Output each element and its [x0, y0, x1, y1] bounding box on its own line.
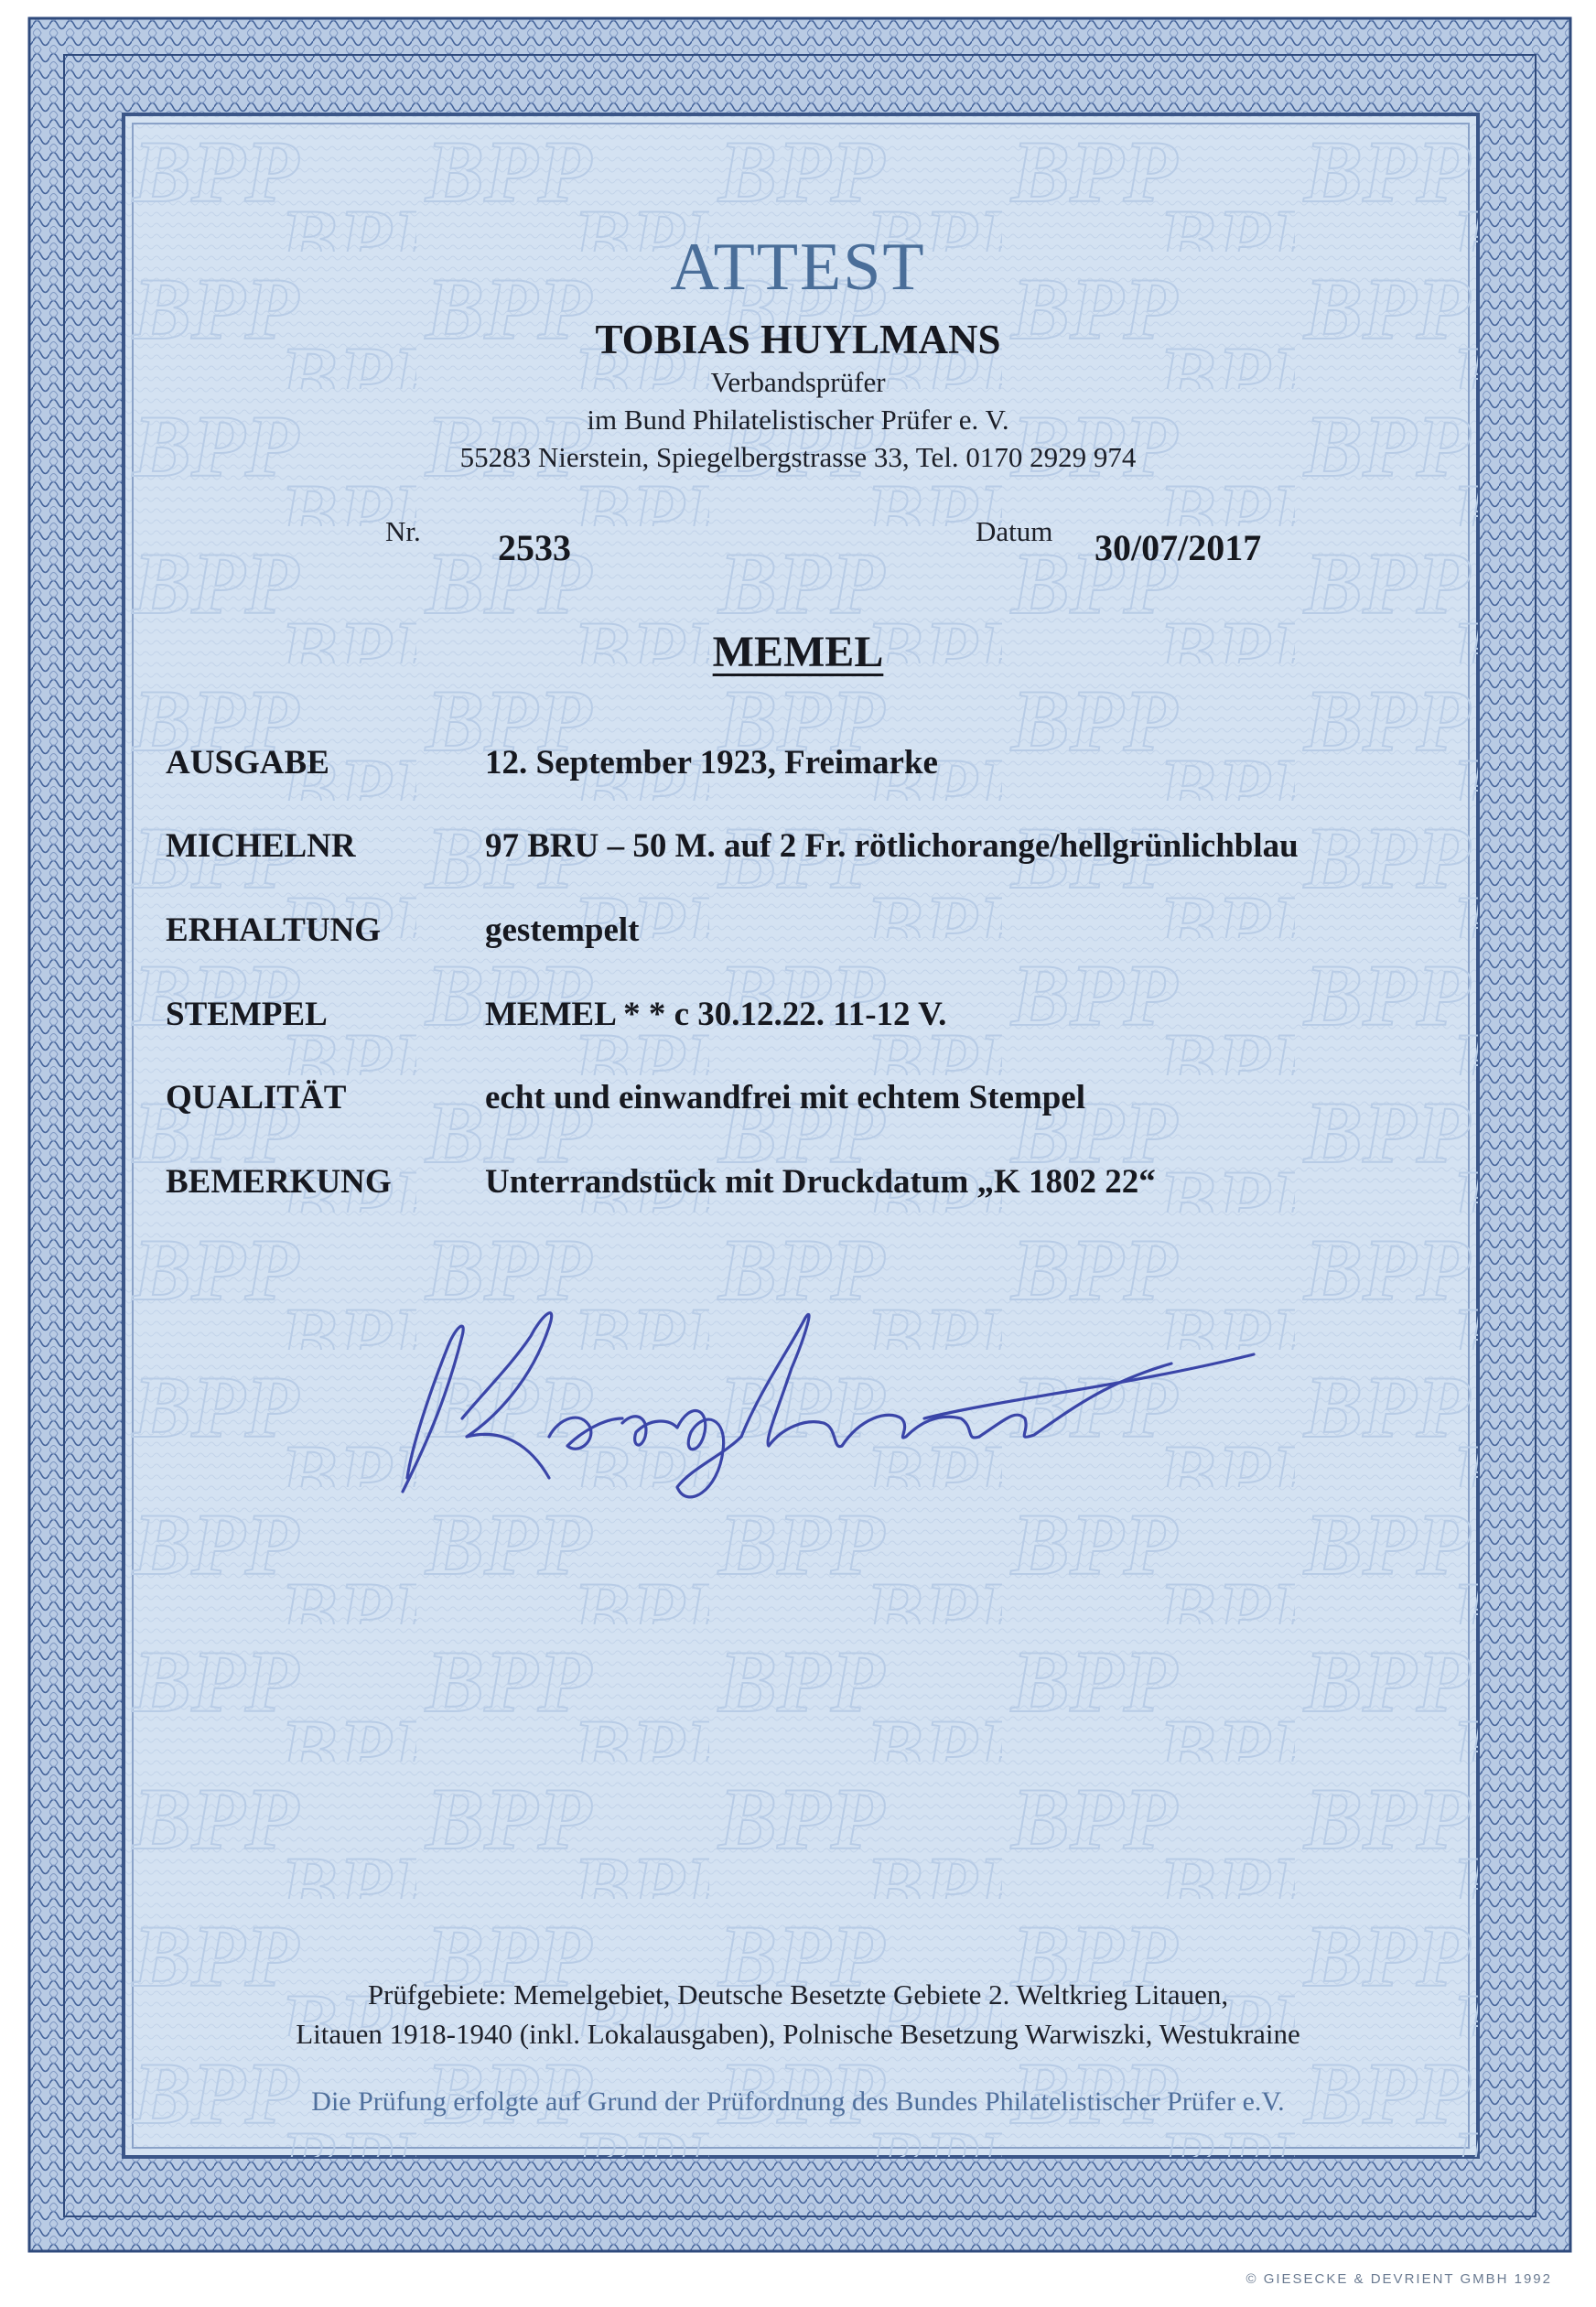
- row-value-ausgabe: 12. September 1923, Freimarke: [485, 744, 938, 782]
- row-label-bemerkung: BEMERKUNG: [166, 1163, 392, 1201]
- footer-line-1: Prüfgebiete: Memelgebiet, Deutsche Besetzte Gebiete 2. Weltkrieg Litauen,: [367, 1978, 1229, 2011]
- row-label-stempel: STEMPEL: [166, 996, 328, 1033]
- row-value-michelnr: 97 BRU – 50 M. auf 2 Fr. rötlichorange/hellgrünlichblau: [485, 827, 1299, 865]
- row-value-bemerkung: Unterrandstück mit Druckdatum „K 1802 22“: [485, 1163, 1156, 1201]
- certificate-title: ATTEST: [670, 230, 926, 305]
- datum-value: 30/07/2017: [1095, 527, 1262, 568]
- examiner-signature: [375, 1281, 1272, 1519]
- examiner-association: im Bund Philatelistischer Prüfer e. V.: [587, 404, 1009, 436]
- nr-value: 2533: [498, 527, 571, 568]
- footer-line-2: Litauen 1918-1940 (inkl. Lokalausgaben), Polnische Besetzung Warwiszki, Westukraine: [296, 2018, 1300, 2050]
- row-label-qualitaet: QUALITÄT: [166, 1079, 347, 1116]
- examiner-name: TOBIAS HUYLMANS: [595, 317, 1001, 362]
- datum-label: Datum: [976, 515, 1053, 547]
- footer-rule-note: Die Prüfung erfolgte auf Grund der Prüfordnung des Bundes Philatelistischer Prüfer e.V.: [311, 2086, 1285, 2117]
- region-title: MEMEL: [712, 628, 884, 676]
- row-label-michelnr: MICHELNR: [166, 827, 356, 865]
- nr-label: Nr.: [385, 515, 421, 547]
- examiner-address: 55283 Nierstein, Spiegelbergstrasse 33, Tel. 0170 2929 974: [459, 441, 1137, 473]
- row-label-erhaltung: ERHALTUNG: [166, 911, 382, 949]
- row-value-qualitaet: echt und einwandfrei mit echtem Stempel: [485, 1079, 1085, 1116]
- row-value-erhaltung: gestempelt: [485, 911, 640, 949]
- row-value-stempel: MEMEL * * c 30.12.22. 11-12 V.: [485, 996, 947, 1033]
- printer-note: © GIESECKE & DEVRIENT GMBH 1992: [1246, 2271, 1552, 2287]
- examiner-role: Verbandsprüfer: [710, 366, 886, 398]
- row-label-ausgabe: AUSGABE: [166, 744, 329, 782]
